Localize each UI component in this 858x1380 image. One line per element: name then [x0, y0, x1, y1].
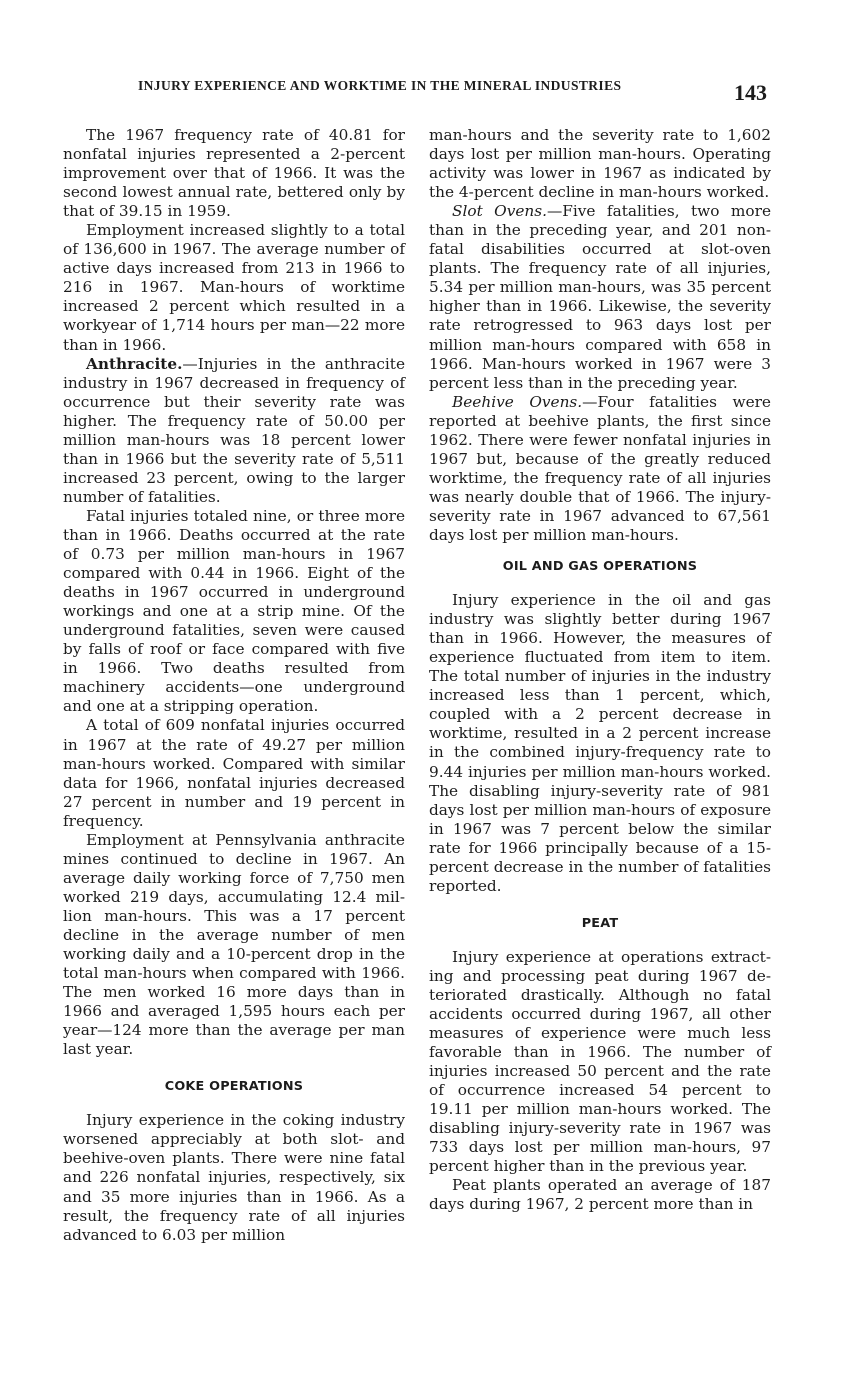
page-number: 143: [734, 80, 767, 105]
paragraph: Injury experience in the coking industry worsened appreciably at both slot- and beehive-oven plants. There were nine fatal and 226 nonfatal injuries, respectively, six and 35 more injuries than in 1966. As a result, the frequency rate of all injuries advanced to 6.03 per million: [63, 1111, 405, 1244]
section-heading-oil-and-gas: OIL AND GAS OPERATIONS: [502, 559, 698, 575]
section-heading-peat: PEAT: [581, 915, 619, 931]
paragraph-anthracite: [63, 355, 405, 507]
run-in-heading-anthracite: Anthracite.: [86, 354, 183, 373]
right-column: [429, 126, 771, 1215]
run-in-heading-slot-ovens: Slot Ovens.: [452, 202, 547, 221]
running-head-title: INJURY EXPERIENCE AND WORKTIME IN THE MINERAL INDUSTRIES: [138, 78, 622, 93]
paragraph: The 1967 frequency rate of 40.81 for nonfatal injuries represented a 2-percent improvement over that of 1966. It was the second lowest annual rate, bettered only by that of 39.15 in 1959.: [63, 126, 405, 221]
paragraph-slot-ovens: [429, 202, 771, 392]
left-column: [63, 126, 405, 1245]
paragraph: Employment increased slightly to a total of 136,600 in 1967. The average number of active days increased from 213 in 1966 to 216 in 1967. Man-hours of worktime increased 2 percent which resulted in a workyear of 1,714 hours per man—22 more than in 1966.: [63, 221, 405, 354]
run-in-heading-beehive-ovens: Beehive Ovens.: [452, 392, 583, 411]
paragraph-beehive-ovens: [429, 393, 771, 545]
paragraph: Peat plants operated an average of 187 days during 1967, 2 percent more than in: [429, 1176, 771, 1214]
paragraph-continued: man-hours and the severity rate to 1,602 days lost per million man-hours. Operating activity was lower in 1967 as indicated by the 4-percent decline in man-hours worked.: [429, 126, 771, 202]
paragraph: Injury experience in the oil and gas industry was slightly better during 1967 than in 1966. However, the measures of experience fluctuated from item to item. The total number of injuries in the industry increased less than 1 percent, which, coupled with a 2 percent decrease in worktime, resulted in a 2 percent increase in the combined injury-frequency rate to 9.44 injuries per million man-hours worked. The disabling injury-severity rate of 981 days lost per million man-hours of exposure in 1967 was 7 percent below the similar rate for 1966 principally because of a 15-percent decrease in the number of fatalities reported.: [429, 591, 771, 895]
paragraph: Fatal injuries totaled nine, or three more than in 1966. Deaths occurred at the rate of 0.73 per million man-hours in 1967 compared with 0.44 in 1966. Eight of the deaths in 1967 occurred in underground workings and one at a strip mine. Of the underground fatalities, seven were caused by falls of roof or face compared with five in 1966. Two deaths resulted from machinery accidents—one underground and one at a stripping operation.: [63, 506, 405, 716]
paragraph-text: —Five fatalities, two more than in the preceding year, and 201 nonfatal disabilities occurred at slot-oven plants. The frequency rate of all injuries, 5.34 per million man-hours, was 35 percent higher than in 1966. Likewise, the severity rate retrogressed to 963 days lost per million man-hours compared with 658 in 1966. Man-hours worked in 1967 were 3 percent less than in the preceding year.: [429, 202, 771, 392]
paragraph-text: —Four fatalities were reported at beehive plants, the first since 1962. There were fewer nonfatal injuries in 1967 but, because of the greatly reduced worktime, the frequency rate of all injuries was nearly double that of 1966. The injury-severity rate in 1967 advanced to 67,561 days lost per million man-hours.: [429, 392, 771, 544]
paragraph: Injury experience at operations extracting and processing peat during 1967 deteriorated drastically. Although no fatal accidents occurred during 1967, all other measures of experience were much less favorable than in 1966. The number of injuries increased 50 percent and the rate of occurrence increased 54 percent to 19.11 per million man-hours worked. The disabling injury-severity rate in 1967 was 733 days lost per million man-hours, 97 percent higher than in the previous year.: [429, 947, 771, 1176]
section-heading-coke-operations: COKE OPERATIONS: [164, 1079, 304, 1095]
paragraph-text: —Injuries in the anthracite industry in 1967 decreased in frequency of occurrence but their severity rate was higher. The frequency rate of 50.00 per million man-hours was 18 percent lower than in 1966 but the severity rate of 5,511 increased 23 percent, owing to the larger number of fatalities.: [63, 354, 405, 506]
paragraph: A total of 609 nonfatal injuries occurred in 1967 at the rate of 49.27 per million man-hours worked. Compared with similar data for 1966, nonfatal injuries decreased 27 percent in number and 19 percent in frequency.: [63, 716, 405, 830]
paragraph: Employment at Pennsylvania anthracite mines continued to decline in 1967. An average daily working force of 7,750 men worked 219 days, accumulating 12.4 million man-hours. This was a 17 percent decline in the average number of men working daily and a 10-percent drop in the total man-hours when compared with 1966. The men worked 16 more days than in 1966 and averaged 1,595 hours each per year—124 more than the average per man last year.: [63, 830, 405, 1059]
